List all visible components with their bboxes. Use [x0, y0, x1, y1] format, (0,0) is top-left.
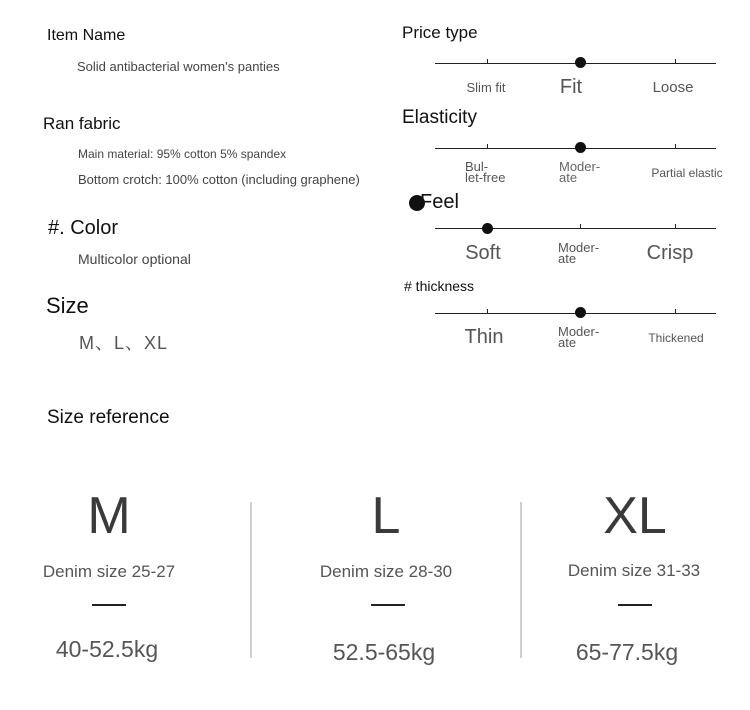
price-type-option-fit: Fit [559, 76, 583, 98]
size-denim-l: Denim size 28-30 [319, 562, 453, 581]
scale-tick [487, 144, 488, 149]
price-type-option-slim: Slim fit [466, 80, 506, 95]
feel-marker [482, 223, 493, 234]
size-dash [618, 604, 652, 606]
size-weight-xl: 65-77.5kg [575, 639, 679, 665]
scale-tick [580, 224, 581, 229]
size-dash [371, 604, 405, 606]
thickness-option-thickened: Thickened [648, 331, 704, 345]
elasticity-option-partial: Partial elastic [651, 166, 723, 180]
elasticity-marker [575, 142, 586, 153]
color-value: Multicolor optional [78, 251, 191, 267]
size-dash [92, 604, 126, 606]
scale-tick [675, 224, 676, 229]
scale-tick [675, 309, 676, 314]
size-weight-l: 52.5-65kg [332, 639, 436, 665]
feel-option-moderate: Moder- ate [558, 240, 600, 266]
column-divider [520, 502, 522, 658]
thickness-marker [575, 307, 586, 318]
price-type-option-loose: Loose [652, 79, 694, 96]
price-type-title: Price type [402, 23, 478, 42]
feel-title: Feel [420, 191, 459, 213]
scale-tick [487, 309, 488, 314]
item-name-label: Item Name [47, 27, 126, 44]
feel-option-crisp: Crisp [646, 242, 694, 264]
fabric-main: Main material: 95% cotton 5% spandex [78, 147, 287, 161]
scale-tick [487, 59, 488, 64]
item-name-value: Solid antibacterial women's panties [77, 59, 280, 74]
column-divider [250, 502, 252, 658]
elasticity-option-moderate: Moder- ate [559, 159, 601, 185]
size-letter-xl: XL [603, 487, 667, 545]
size-letter-l: L [371, 487, 401, 545]
fabric-crotch: Bottom crotch: 100% cotton (including graphene) [78, 172, 360, 187]
size-denim-xl: Denim size 31-33 [567, 561, 701, 580]
fabric-label: Ran fabric [43, 114, 121, 133]
size-reference-title: Size reference [47, 407, 170, 428]
size-letter-m: M [87, 487, 131, 545]
thickness-option-moderate: Moder- ate [558, 324, 600, 350]
thickness-title: # thickness [404, 278, 475, 294]
color-label: #. Color [48, 217, 119, 239]
scale-tick [675, 144, 676, 149]
size-label: Size [46, 293, 89, 318]
elasticity-title: Elasticity [402, 107, 477, 128]
scale-tick [675, 59, 676, 64]
elasticity-option-bullet-free: Bul- let-free [465, 159, 506, 185]
feel-option-soft: Soft [465, 242, 501, 264]
feel-scale-line [435, 228, 716, 229]
size-value: M、L、XL [79, 333, 169, 353]
price-type-marker [575, 57, 586, 68]
size-denim-m: Denim size 25-27 [42, 562, 176, 581]
size-weight-m: 40-52.5kg [55, 636, 159, 662]
thickness-option-thin: Thin [464, 326, 504, 348]
